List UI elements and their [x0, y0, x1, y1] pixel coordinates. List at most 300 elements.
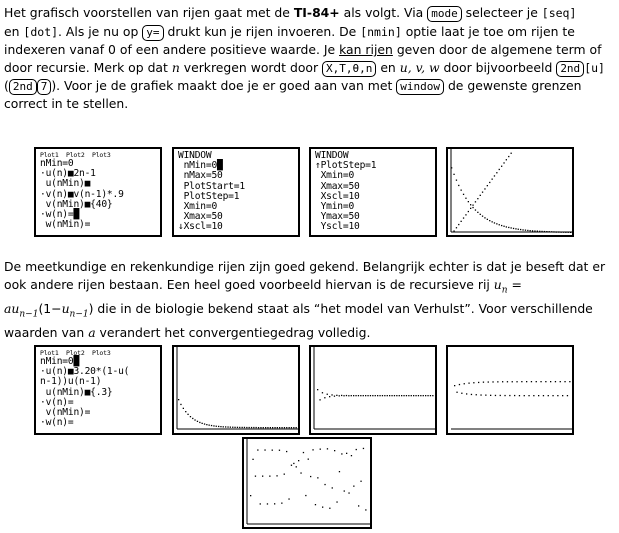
plot-point: [427, 395, 428, 396]
plot-point: [348, 492, 349, 493]
plot-point: [413, 395, 414, 396]
plot-point: [269, 476, 270, 477]
plot-point: [538, 395, 539, 396]
plot-point: [284, 427, 285, 428]
plot-point: [509, 395, 510, 396]
v-point: [501, 225, 502, 226]
plot-point: [480, 394, 481, 395]
plot-point: [339, 395, 340, 396]
plot-point: [255, 476, 256, 477]
u-point: [468, 211, 469, 212]
plot-point: [356, 449, 357, 450]
u-point: [501, 166, 502, 167]
plot-point: [521, 381, 522, 382]
calculator-screen-graph-converge: [309, 345, 437, 435]
v-point: [539, 231, 540, 232]
plot-point: [329, 396, 330, 397]
plot-point: [555, 381, 556, 382]
plot-point: [211, 425, 212, 426]
plot-point: [358, 505, 359, 506]
v-point: [520, 229, 521, 230]
plot-point: [244, 427, 245, 428]
u-point: [472, 205, 473, 206]
plot-point: [403, 395, 404, 396]
window-key: window: [396, 79, 444, 95]
plot-point: [204, 423, 205, 424]
plot-point: [260, 427, 261, 428]
plot-point: [300, 472, 301, 473]
plot-point: [303, 452, 304, 453]
calculator-screen-verhulst-editor: Plot1 Plot2 Plot3 nMin=0█ ·u(n)■3.20*(1-u( n-1))u(n-1) u(nMin)■{.3} ·v(n)= v(nMin)= ·w(n)=: [34, 345, 162, 435]
plot-point: [239, 427, 240, 428]
v-point: [477, 212, 478, 213]
plot-point: [497, 381, 498, 382]
v-point: [465, 198, 466, 199]
xtn-key: X,T,θ,n: [322, 61, 376, 77]
plot-point: [344, 490, 345, 491]
calculator-screen-window-2: WINDOW ↑PlotStep=1 Xmin=0 Xmax=50 Xscl=10 Ymin=0 Ymax=50 Yscl=10: [309, 147, 437, 237]
seven-key: 7: [37, 79, 52, 95]
plot-point: [562, 395, 563, 396]
v-point: [515, 228, 516, 229]
plot-point: [279, 450, 280, 451]
plot-point: [187, 414, 188, 415]
plot-point: [242, 427, 243, 428]
plot-point: [232, 427, 233, 428]
v-point: [492, 221, 493, 222]
plot-point: [485, 395, 486, 396]
v-point: [556, 231, 557, 232]
plot-point: [396, 395, 397, 396]
plot-point: [197, 421, 198, 422]
plot-point: [286, 451, 287, 452]
plot-point: [408, 395, 409, 396]
plot-point: [504, 395, 505, 396]
plot-point: [274, 427, 275, 428]
plot-point: [552, 395, 553, 396]
plot-point: [291, 465, 292, 466]
dot-option: [dot]: [23, 24, 59, 39]
math-uvw: u, v, w: [399, 59, 440, 75]
plot-point: [363, 395, 364, 396]
plot-point: [199, 422, 200, 423]
plot-point: [216, 426, 217, 427]
u-point: [482, 192, 483, 193]
u-point: [503, 162, 504, 163]
plot-point: [293, 463, 294, 464]
u-point: [477, 198, 478, 199]
u-point: [465, 214, 466, 215]
v-point: [513, 228, 514, 229]
v-point: [568, 232, 569, 233]
u-point: [470, 208, 471, 209]
v-point: [527, 230, 528, 231]
v-point: [546, 231, 547, 232]
plot-point: [545, 381, 546, 382]
plot-point: [267, 427, 268, 428]
plot-point: [250, 495, 251, 496]
plot-point: [353, 486, 354, 487]
plot-point: [346, 395, 347, 396]
plot-point: [230, 427, 231, 428]
plot-point: [375, 395, 376, 396]
plot-point: [336, 395, 337, 396]
u-key: [u]: [584, 60, 605, 75]
text: Het grafisch voorstellen van rijen gaat met de: [4, 5, 294, 20]
plot-point: [430, 395, 431, 396]
plot-point: [406, 395, 407, 396]
plot-point: [372, 395, 373, 396]
plot-point: [351, 455, 352, 456]
plot-point: [225, 426, 226, 427]
plot-point: [533, 395, 534, 396]
plot-point: [298, 460, 299, 461]
plot-point: [312, 449, 313, 450]
plot-point: [353, 395, 354, 396]
plot-point: [319, 399, 320, 400]
plot-point: [227, 426, 228, 427]
plot-point: [305, 495, 306, 496]
v-point: [518, 229, 519, 230]
v-point: [482, 216, 483, 217]
v-point: [494, 222, 495, 223]
u-point: [480, 195, 481, 196]
plot-point: [528, 395, 529, 396]
plot-point: [322, 507, 323, 508]
plot-point: [270, 427, 271, 428]
v-point: [525, 230, 526, 231]
plot-point: [536, 381, 537, 382]
plot-point: [456, 392, 457, 393]
plot-point: [324, 397, 325, 398]
plot-point: [524, 395, 525, 396]
plot-point: [514, 395, 515, 396]
plot-point: [192, 418, 193, 419]
decay-graph: [174, 347, 298, 433]
plot-point: [557, 395, 558, 396]
calculator-screen-graph-chaos: [242, 437, 372, 529]
v-point: [549, 231, 550, 232]
v-point: [472, 207, 473, 208]
plot-point: [418, 395, 419, 396]
plot-point: [272, 427, 273, 428]
plot-point: [411, 395, 412, 396]
plot-point: [256, 427, 257, 428]
plot-point: [346, 453, 347, 454]
plot-point: [394, 395, 395, 396]
plot-point: [526, 381, 527, 382]
plot-point: [257, 449, 258, 450]
plot-point: [251, 427, 252, 428]
plot-point: [360, 481, 361, 482]
u-point: [484, 188, 485, 189]
plot-point: [281, 427, 282, 428]
v-point: [461, 190, 462, 191]
plot-point: [363, 448, 364, 449]
v-point: [463, 194, 464, 195]
plot-point: [490, 395, 491, 396]
plot-point: [516, 381, 517, 382]
v-point: [537, 231, 538, 232]
plot-point: [334, 396, 335, 397]
plot-point: [550, 381, 551, 382]
plot-point: [360, 395, 361, 396]
plot-point: [315, 504, 316, 505]
oscillation-graph: [448, 347, 572, 433]
plot-point: [237, 427, 238, 428]
plot-point: [277, 427, 278, 428]
plot-point: [543, 395, 544, 396]
plot-header: Plot1 Plot2 Plot3: [40, 151, 111, 159]
v-point: [522, 229, 523, 230]
plot-point: [253, 427, 254, 428]
plot-point: [320, 449, 321, 450]
plot-point: [218, 426, 219, 427]
plot-point: [258, 427, 259, 428]
plot-point: [425, 395, 426, 396]
u-point: [475, 201, 476, 202]
plot-point: [377, 395, 378, 396]
v-point: [503, 226, 504, 227]
intro-paragraph: Het grafisch voorstellen van rijen gaat met de TI-84+ als volgt. Via mode selecteer je [seq] en [dot]. Als je nu op y= drukt kun je rijen invoeren. De [nmin] optie laat je toe om rijen te indexeren vanaf 0 of een andere positieve waarde. Je kan rijen geven door de algemene term of door recursie. Merk op dat n verkregen wordt door X,T,θ,n en u, v, w door bijvoorbeeld 2nd [u] ( 2nd 7 ). Voor je de grafiek maakt doe je er goed aan van met window de gewenste grenzen correct in te stellen.: [4, 5, 605, 112]
v-point: [475, 209, 476, 210]
v-point: [551, 231, 552, 232]
plot-point: [322, 392, 323, 393]
plot-point: [223, 426, 224, 427]
u-point: [499, 169, 500, 170]
plot-point: [308, 459, 309, 460]
plot-point: [202, 423, 203, 424]
plot-point: [569, 381, 570, 382]
plot-point: [401, 395, 402, 396]
plot-point: [476, 394, 477, 395]
plot-point: [180, 404, 181, 405]
v-point: [458, 185, 459, 186]
plot-point: [327, 394, 328, 395]
v-point: [468, 201, 469, 202]
plot-point: [185, 411, 186, 412]
u-point: [506, 159, 507, 160]
seq-option: [seq]: [541, 6, 577, 20]
plot-point: [483, 382, 484, 383]
v-point: [565, 232, 566, 233]
u-point: [489, 182, 490, 183]
sequence-graph: [448, 149, 572, 235]
plot-point: [365, 509, 366, 510]
u-point: [511, 153, 512, 154]
v-point: [470, 204, 471, 205]
plot-point: [262, 476, 263, 477]
u-point: [508, 156, 509, 157]
plot-point: [512, 381, 513, 382]
plot-point: [492, 381, 493, 382]
convergence-graph: [311, 347, 435, 433]
plot-point: [327, 448, 328, 449]
second-key: 2nd: [556, 61, 584, 77]
u-point: [458, 224, 459, 225]
calculator-screen-graph-decay: [172, 345, 300, 435]
plot-point: [391, 395, 392, 396]
plot-point: [370, 395, 371, 396]
v-point: [484, 217, 485, 218]
plot-point: [336, 501, 337, 502]
plot-point: [296, 466, 297, 467]
plot-point: [190, 416, 191, 417]
plot-point: [468, 383, 469, 384]
plot-point: [466, 393, 467, 394]
plot-point: [246, 427, 247, 428]
plot-point: [379, 395, 380, 396]
v-point: [570, 232, 571, 233]
v-point: [541, 231, 542, 232]
plot-point: [564, 381, 565, 382]
plot-point: [420, 395, 421, 396]
plot-point: [382, 395, 383, 396]
plot-point: [252, 459, 253, 460]
u-point: [456, 227, 457, 228]
plot-point: [343, 395, 344, 396]
plot-point: [234, 427, 235, 428]
v-point: [456, 180, 457, 181]
plot-point: [464, 383, 465, 384]
plot-point: [355, 395, 356, 396]
plot-point: [249, 427, 250, 428]
plot-point: [334, 450, 335, 451]
plot-point: [471, 394, 472, 395]
plot-point: [358, 395, 359, 396]
nmin-option: [nmin]: [360, 24, 402, 39]
plot-point: [341, 395, 342, 396]
plot-point: [478, 382, 479, 383]
plot-point: [500, 395, 501, 396]
plot-point: [461, 393, 462, 394]
plot-point: [502, 381, 503, 382]
plot-point: [332, 487, 333, 488]
plot-point: [387, 395, 388, 396]
v-point: [530, 230, 531, 231]
plot-point: [389, 395, 390, 396]
plot-point: [178, 399, 179, 400]
plot-point: [415, 395, 416, 396]
u-point: [492, 179, 493, 180]
plot-point: [284, 474, 285, 475]
plot-point: [341, 453, 342, 454]
v-point: [489, 220, 490, 221]
v-point: [561, 232, 562, 233]
plot-point: [488, 381, 489, 382]
plot-point: [260, 503, 261, 504]
calculator-screen-window-1: WINDOW nMin=0█ nMax=50 PlotStart=1 PlotStep=1 Xmin=0 Xmax=50 ↓Xscl=10: [172, 147, 300, 237]
math-n: n: [171, 59, 180, 75]
plot-point: [263, 427, 264, 428]
u-point: [494, 175, 495, 176]
plot-point: [209, 425, 210, 426]
plot-point: [296, 427, 297, 428]
underlined-text: kan rijen: [339, 42, 393, 58]
y-equals-key: y=: [142, 25, 163, 41]
plot-point: [567, 395, 568, 396]
calculator-screen-graph-sequences: [446, 147, 574, 237]
plot-point: [495, 395, 496, 396]
plot-point: [423, 395, 424, 396]
v-point: [544, 231, 545, 232]
calculator-screen-graph-oscillate: [446, 345, 574, 435]
second-key: 2nd: [9, 79, 37, 95]
plot-point: [289, 427, 290, 428]
plot-point: [351, 395, 352, 396]
plot-point: [507, 381, 508, 382]
plot-point: [213, 425, 214, 426]
plot-point: [274, 503, 275, 504]
v-point: [563, 232, 564, 233]
plot-point: [288, 498, 289, 499]
plot-point: [317, 389, 318, 390]
plot-point: [432, 395, 433, 396]
v-point: [487, 219, 488, 220]
v-point: [506, 226, 507, 227]
plot-point: [293, 427, 294, 428]
calculator-screen-y-editor: Plot1 Plot2 Plot3 nMin=0 ·u(n)■2n-1 u(nMin)■ ·v(n)■v(n-1)*.9 v(nMin)■{40} ·w(n)=█ w(nMin)=: [34, 147, 162, 237]
plot-point: [276, 475, 277, 476]
plot-point: [206, 424, 207, 425]
plot-point: [339, 471, 340, 472]
plot-point: [281, 503, 282, 504]
plot-point: [291, 427, 292, 428]
v-point: [508, 227, 509, 228]
plot-point: [279, 427, 280, 428]
plot-point: [264, 449, 265, 450]
plot-point: [348, 395, 349, 396]
v-point: [511, 227, 512, 228]
plot-point: [194, 419, 195, 420]
u-point: [453, 230, 454, 231]
v-point: [532, 230, 533, 231]
plot-header: Plot1 Plot2 Plot3: [40, 349, 111, 357]
u-point: [496, 172, 497, 173]
plot-point: [367, 395, 368, 396]
u-point: [487, 185, 488, 186]
plot-point: [329, 508, 330, 509]
calculator-model: TI-84+: [293, 5, 340, 20]
v-point: [534, 230, 535, 231]
v-point: [496, 223, 497, 224]
plot-point: [384, 395, 385, 396]
plot-point: [267, 503, 268, 504]
plot-point: [473, 382, 474, 383]
plot-point: [459, 384, 460, 385]
plot-point: [220, 426, 221, 427]
plot-point: [286, 427, 287, 428]
plot-point: [531, 381, 532, 382]
plot-point: [272, 450, 273, 451]
plot-point: [331, 394, 332, 395]
chaos-graph: [244, 439, 370, 527]
plot-point: [317, 477, 318, 478]
v-point: [553, 231, 554, 232]
plot-point: [560, 381, 561, 382]
plot-point: [183, 408, 184, 409]
v-point: [499, 224, 500, 225]
v-point: [453, 174, 454, 175]
mode-key: mode: [427, 6, 462, 22]
plot-point: [324, 484, 325, 485]
plot-point: [540, 381, 541, 382]
v-point: [451, 167, 452, 168]
plot-point: [310, 476, 311, 477]
plot-point: [454, 385, 455, 386]
plot-point: [265, 427, 266, 428]
plot-point: [365, 395, 366, 396]
